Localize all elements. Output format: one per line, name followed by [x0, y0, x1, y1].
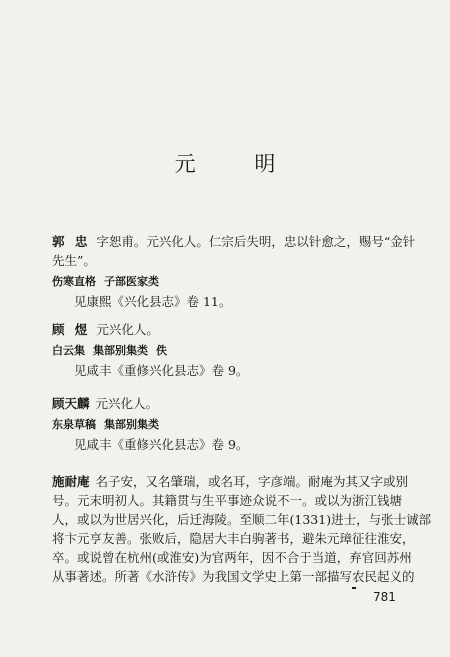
entry-shi-naian [52, 472, 432, 586]
entry-bio-continued: 先生”。 [52, 253, 96, 268]
entry-bio: 字恕甫。元兴化人。仁宗后失明，忠以针愈之，赐号“金针 [96, 234, 416, 249]
entry-text-line: 人，或以为世居兴化，后迁海陵。至顺二年(1331)进士，与张士诚部 [52, 512, 432, 527]
entry-text-line: 将卞元亨友善。张败后，隐居大丰白驹著书，避朱元璋征往淮安， [52, 531, 415, 546]
entry-guo-zhong [52, 232, 416, 313]
entry-reference: 见咸丰《重修兴化县志》卷 9。 [74, 363, 249, 378]
print-mark [352, 587, 356, 589]
entry-name: 顾天麟 [52, 396, 90, 411]
entry-bio: 元兴化人。 [96, 322, 159, 337]
work-category: 集部别集类 [93, 344, 148, 357]
entry-name: 郭 忠 [52, 234, 91, 249]
work-title: 白云集 [52, 344, 85, 357]
entry-text-line: 名子安，又名肇瑞，或名耳，字彦端。耐庵为其又字或别 [95, 474, 409, 489]
entry-reference: 见康熙《兴化县志》卷 11。 [74, 294, 232, 309]
work-category: 子部医家类 [104, 275, 159, 288]
entry-reference: 见咸丰《重修兴化县志》卷 9。 [74, 437, 249, 452]
page-number: 781 [373, 590, 396, 604]
entry-gu-tianlin [52, 394, 408, 456]
work-title: 东泉草稿 [52, 418, 96, 431]
entry-gu-yu [52, 320, 408, 382]
entry-name: 施耐庵 [52, 474, 90, 489]
entry-text-line: 从事著述。所著《水浒传》为我国文学史上第一部描写农民起义的 [52, 569, 415, 584]
work-title: 伤寒直格 [52, 275, 96, 288]
entry-text-line: 号。元末明初人。其籍贯与生平事迹众说不一。或以为浙江钱塘 [52, 493, 403, 508]
entry-text-line: 卒。或说曾在杭州(或淮安)为官两年，因不合于当道，弃官回苏州 [52, 550, 412, 565]
entry-name: 顾 煜 [52, 322, 91, 337]
work-category: 集部别集类 [104, 418, 159, 431]
entry-bio: 元兴化人。 [95, 396, 159, 411]
work-status: 佚 [156, 344, 167, 357]
section-title: 元 明 [174, 152, 302, 176]
